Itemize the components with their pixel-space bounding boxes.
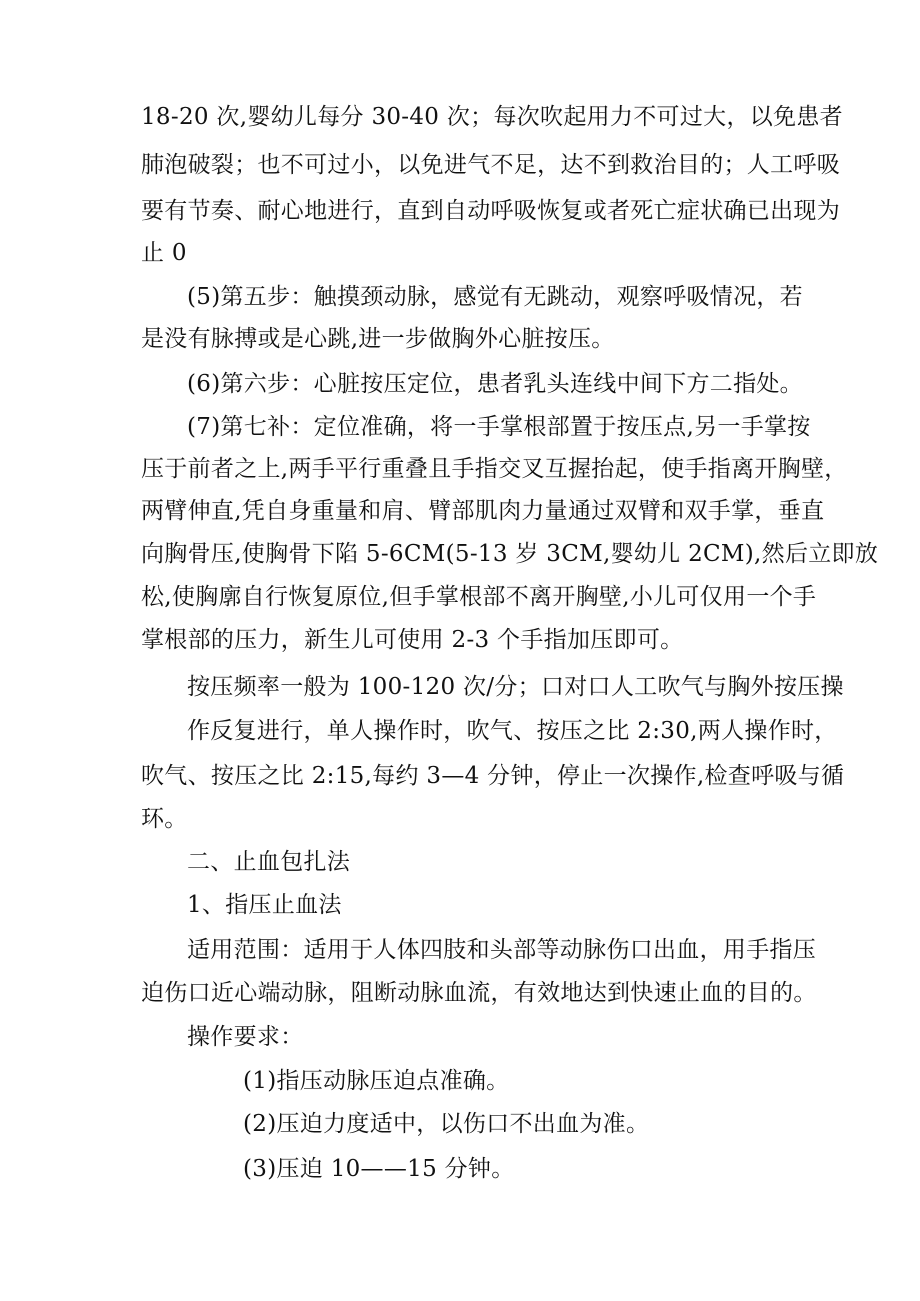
text-line: 掌根部的压力，新生儿可使用 2-3 个手指加压即可。 <box>141 627 684 653</box>
text-line: 压于前者之上,两手平行重叠且手指交叉互握抬起，使手指离开胸壁， <box>141 456 848 482</box>
text-line: 松,使胸廓自行恢复原位,但手掌根部不离开胸壁,小儿可仅用一个手 <box>141 584 817 610</box>
text-line: (6)第六步：心脏按压定位，患者乳头连线中间下方二指处。 <box>187 371 803 397</box>
text-line: 是没有脉搏或是心跳,进一步做胸外心脏按压。 <box>141 326 615 352</box>
text-line: (5)第五步：触摸颈动脉，感觉有无跳动，观察呼吸情况，若 <box>187 284 803 310</box>
text-line: 适用范围：适用于人体四肢和头部等动脉伤口出血，用手指压 <box>187 937 817 963</box>
text-line: 按压频率一般为 100-120 次/分；口对口人工吹气与胸外按压操 <box>187 674 844 700</box>
text-line: 作反复进行，单人操作时，吹气、按压之比 2:30,两人操作时， <box>187 718 838 744</box>
text-line: 18-20 次,婴幼儿每分 30-40 次；每次吹起用力不可过大，以免患者 <box>141 104 843 130</box>
text-line: 两臂伸直,凭自身重量和肩、臂部肌肉力量通过双臂和双手掌，垂直 <box>141 498 825 524</box>
subsection-heading: 1、指压止血法 <box>187 892 342 918</box>
text-line: (7)第七补：定位准确，将一手掌根部置于按压点,另一手掌按 <box>187 414 811 440</box>
text-line: 环。 <box>141 806 188 832</box>
text-line: 肺泡破裂；也不可过小，以免进气不足，达不到救治目的；人工呼吸 <box>141 152 840 178</box>
section-heading: 二、止血包扎法 <box>187 849 351 875</box>
text-line: 要有节奏、耐心地进行，直到自动呼吸恢复或者死亡症状确已出现为 <box>141 198 840 224</box>
list-item: (1)指压动脉压迫点准确。 <box>243 1068 510 1094</box>
text-line: 吹气、按压之比 2:15,每约 3—4 分钟，停止一次操作,检查呼吸与循 <box>141 763 845 789</box>
list-item: (2)压迫力度适中，以伤口不出血为准。 <box>243 1111 650 1137</box>
list-item: (3)压迫 10——15 分钟。 <box>243 1156 515 1182</box>
text-line: 止 0 <box>141 240 187 266</box>
requirements-label: 操作要求： <box>187 1024 304 1050</box>
text-line: 向胸骨压,使胸骨下陷 5-6CM(5-13 岁 3CM,婴幼儿 2CM),然后立即放 <box>141 541 879 567</box>
text-line: 迫伤口近心端动脉，阻断动脉血流，有效地达到快速止血的目的。 <box>141 980 817 1006</box>
